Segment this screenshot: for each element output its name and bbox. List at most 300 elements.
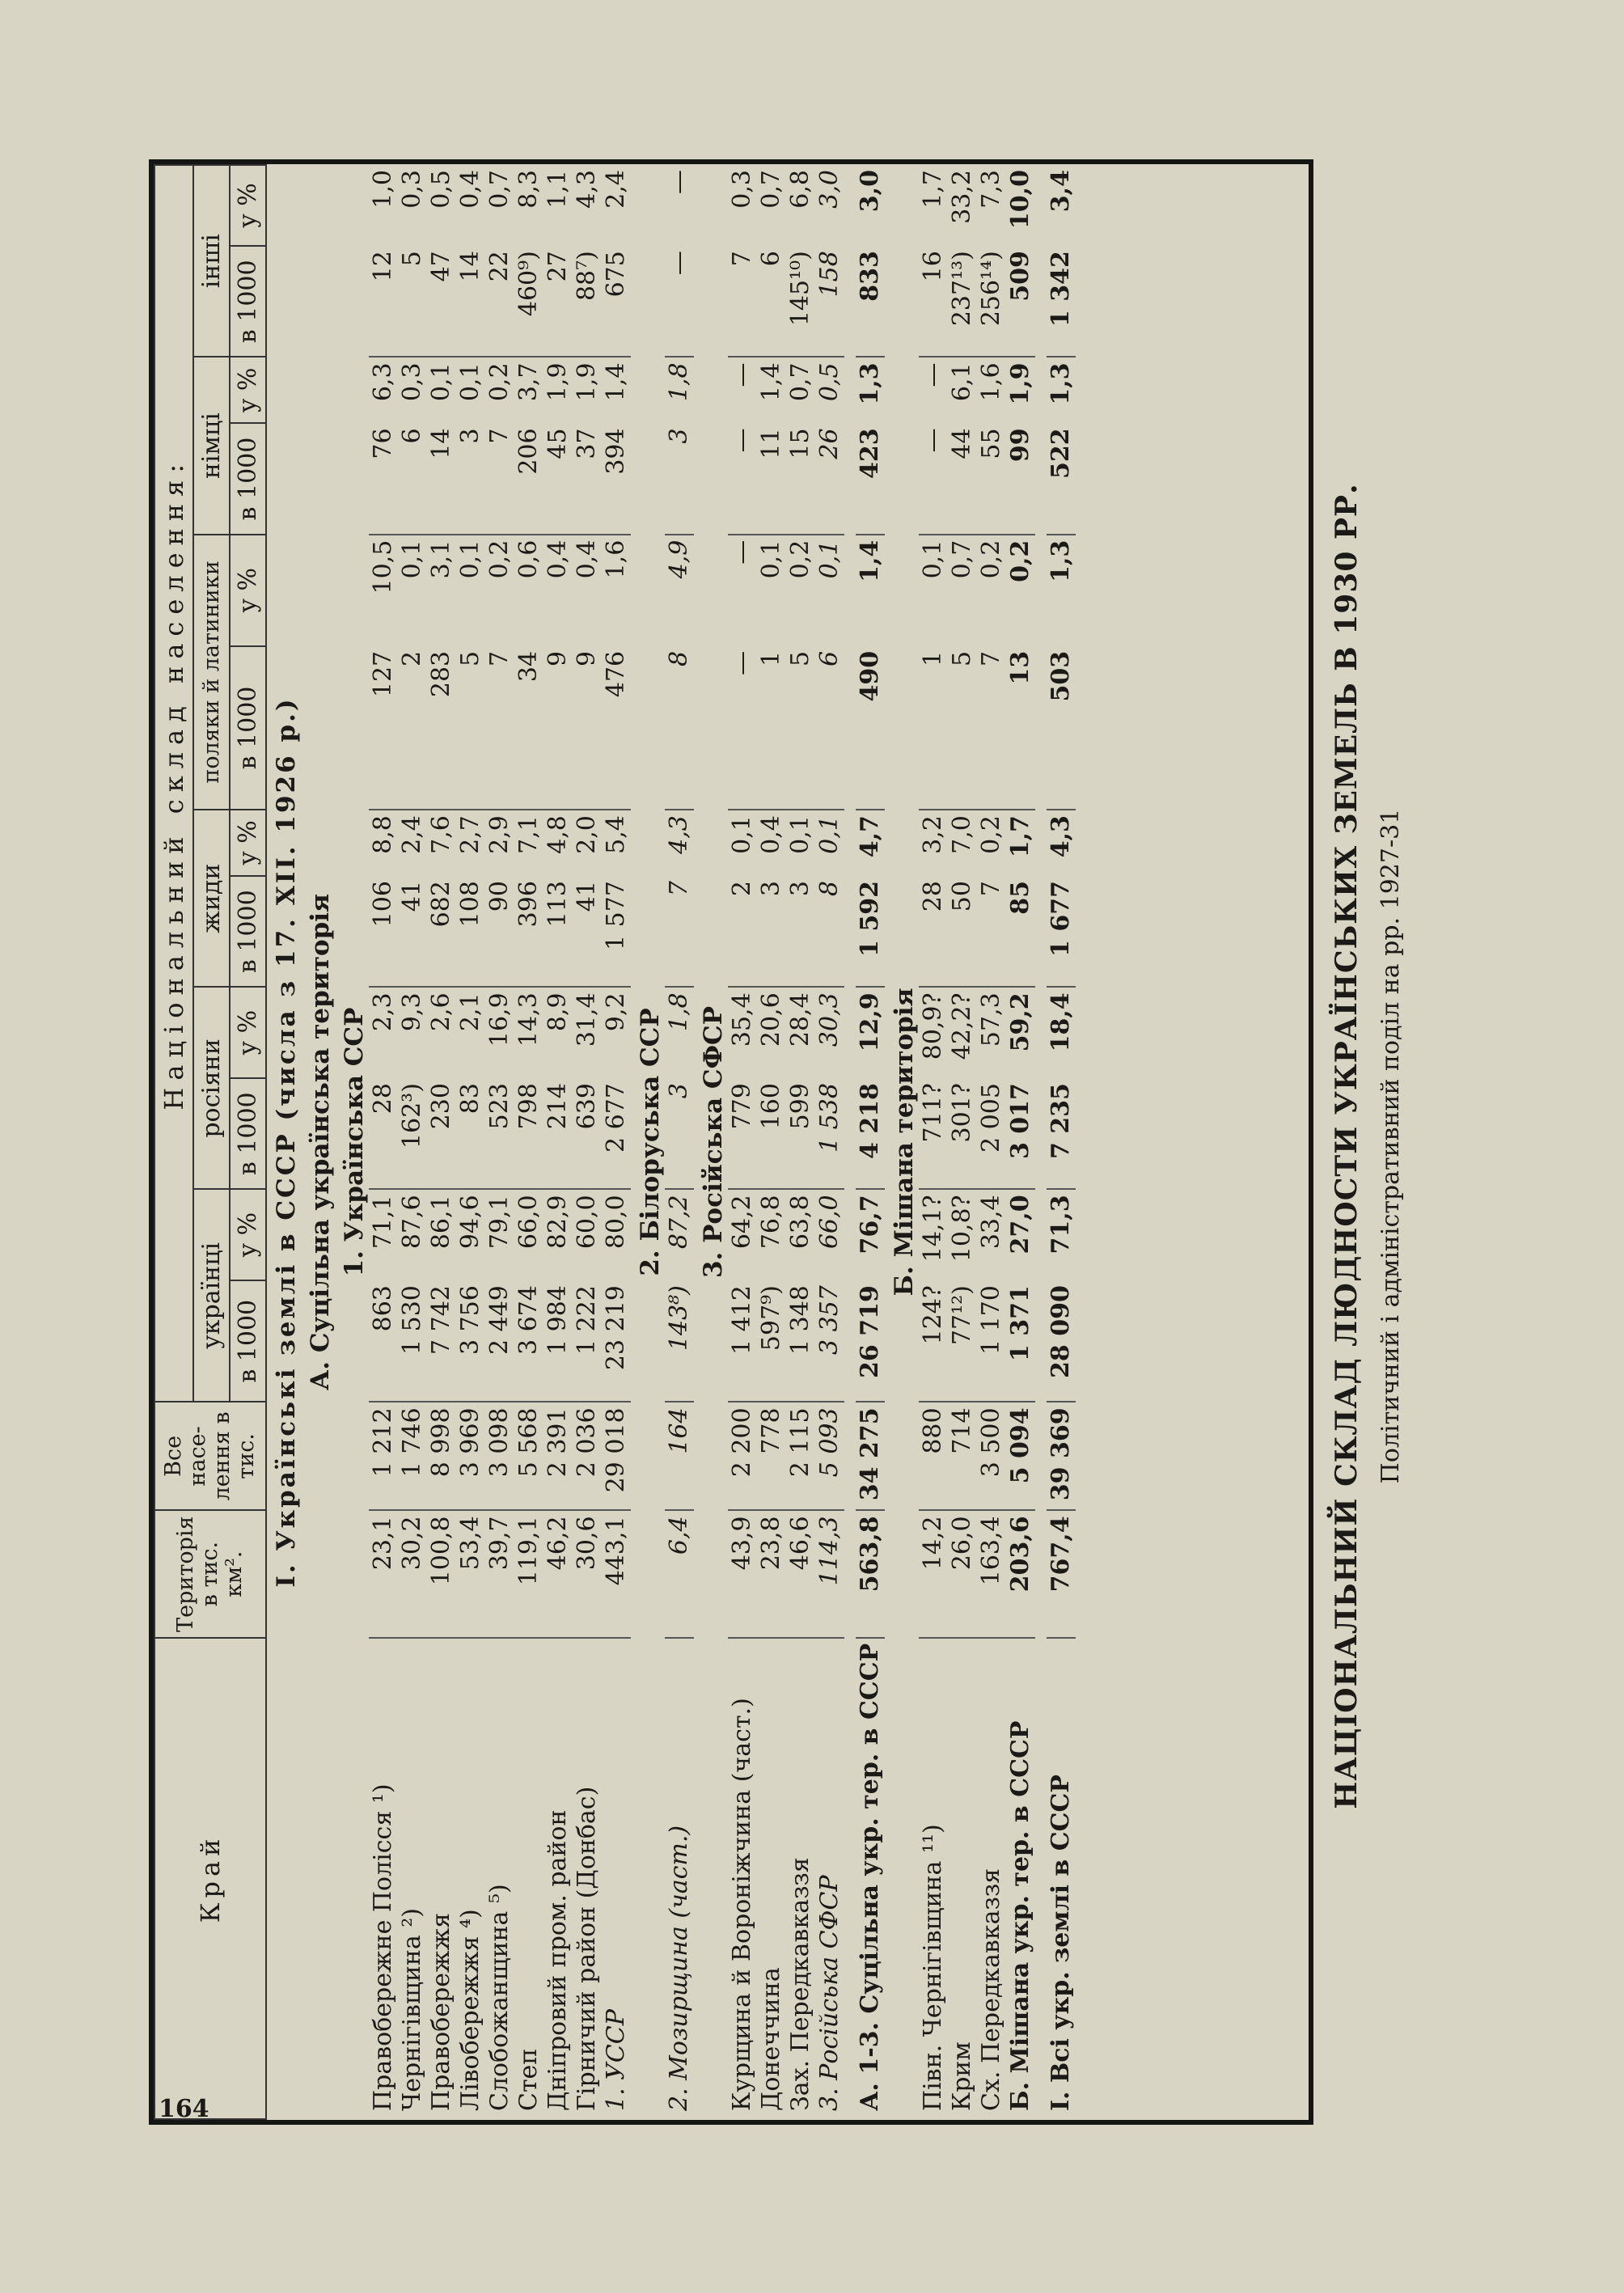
table-cell: 597⁹) — [757, 1280, 786, 1402]
table-cell: 7 — [485, 423, 514, 534]
table-cell: 0,3 — [398, 362, 426, 402]
table-cell: 108 — [456, 876, 485, 987]
table-cell: 0,1 — [757, 539, 785, 579]
table-cell: 82,9 — [543, 1195, 572, 1250]
table-cell: 2,4 — [602, 170, 630, 209]
table-cell: 76,7 — [856, 1195, 884, 1254]
table-cell: 3,2 — [919, 815, 947, 854]
table-cell: 18,4 — [1047, 992, 1075, 1052]
table-cell: 256¹⁴) — [977, 246, 1006, 357]
table-cell: 396 — [514, 876, 543, 987]
table-cell: 1 342 — [1047, 246, 1076, 357]
table-cell: 0,7 — [485, 170, 514, 209]
table-cell: 63,8 — [786, 1195, 814, 1250]
table-cell: 8 998 — [427, 1402, 456, 1510]
table-row — [485, 165, 514, 2119]
table-frame — [149, 159, 1313, 2125]
table-cell: 26 — [815, 423, 844, 534]
table-cell: 14,3 — [514, 992, 543, 1047]
table-cell: 1 — [757, 646, 786, 810]
table-cell: 4,3 — [573, 170, 601, 209]
sub-header: в 1000 — [230, 246, 266, 357]
table-cell: 39,7 — [485, 1510, 514, 1637]
table-cell: 3,1 — [427, 539, 455, 579]
table-row — [977, 165, 1006, 2119]
table-cell: 79,1 — [485, 1195, 514, 1250]
table-cell: 4,8 — [543, 815, 572, 854]
table-cell: 2,6 — [427, 992, 455, 1032]
table-cell: 3 — [786, 876, 815, 987]
table-cell: 1,9 — [573, 362, 601, 402]
table-cell: 35,4 — [728, 992, 756, 1047]
table-cell: 522 — [1047, 423, 1076, 534]
table-cell: 16,9 — [485, 992, 514, 1047]
header-ukrainians: українці — [193, 1189, 230, 1402]
table-cell: 503 — [1047, 646, 1076, 810]
table-cell: 8,9 — [543, 992, 572, 1032]
table-cell: 80,9? — [919, 992, 947, 1060]
table-cell: 1,8 — [665, 362, 693, 402]
row-label: Сх. Передкавказзя — [977, 1868, 1005, 2111]
table-cell: 3,4 — [1047, 170, 1075, 213]
table-cell: 31,4 — [573, 992, 601, 1047]
table-cell: 7,6 — [427, 815, 455, 854]
table-cell: 476 — [602, 646, 631, 810]
population-table — [154, 164, 1076, 2120]
table-cell: 5 094 — [1006, 1402, 1035, 1510]
table-cell: 3,0 — [856, 170, 884, 213]
table-cell: 23,1 — [369, 1510, 398, 1637]
table-cell: 8 — [815, 876, 844, 987]
table-cell: 2 391 — [543, 1402, 573, 1510]
table-cell: 77¹²) — [948, 1280, 977, 1402]
table-cell: 7 — [977, 646, 1006, 810]
table-cell: 0,1 — [398, 539, 426, 579]
table-cell: 3 756 — [456, 1280, 485, 1402]
table-cell: 71,1 — [369, 1195, 397, 1250]
table-cell: 26 719 — [856, 1280, 885, 1402]
table-cell: 2 036 — [573, 1402, 602, 1510]
table-cell: — — [665, 170, 693, 194]
table-cell: 88⁷) — [573, 246, 602, 357]
table-cell: 639 — [573, 1078, 602, 1189]
section-heading: I. Українські землі в СССР (числа з 17. XII. 1926 р.) — [272, 696, 301, 1588]
table-cell: 3 — [456, 423, 485, 534]
table-cell: — — [728, 423, 757, 534]
table-cell: 71,3 — [1047, 1195, 1075, 1254]
table-cell: 3 — [665, 423, 694, 534]
table-cell: 59,2 — [1006, 992, 1034, 1052]
table-cell: 83 — [456, 1078, 485, 1189]
table-cell: 1 538 — [815, 1078, 844, 1189]
table-cell: 1,9 — [1006, 362, 1034, 405]
table-cell: 7 — [977, 876, 1006, 987]
table-cell: 8,3 — [514, 170, 543, 209]
table-cell: 46,2 — [543, 1510, 573, 1637]
table-cell: 60,0 — [573, 1195, 601, 1250]
header-germans: німці — [193, 357, 230, 534]
table-cell: — — [728, 646, 757, 810]
table-cell: 4,3 — [665, 815, 693, 854]
row-label: Курщина й Вороніжчина (част.) — [728, 1698, 756, 2111]
header-russians: росіяни — [193, 987, 230, 1189]
table-cell: 5 — [786, 646, 815, 810]
table-cell: 39 369 — [1047, 1402, 1076, 1510]
table-cell: 3 098 — [485, 1402, 514, 1510]
table-cell: 57,3 — [977, 992, 1005, 1047]
sub-header: у % — [230, 1189, 266, 1280]
section-heading: 3. Російська СФСР — [699, 1005, 728, 1279]
table-cell: 64,2 — [728, 1195, 756, 1250]
table-cell: 0,3 — [398, 170, 426, 209]
table-cell: 833 — [856, 246, 885, 357]
table-cell: 6,1 — [948, 362, 976, 402]
table-cell: 779 — [728, 1078, 757, 1189]
row-label: Крим — [948, 2041, 976, 2111]
table-cell: 0,4 — [456, 170, 484, 209]
table-cell: 2,1 — [456, 992, 484, 1032]
row-label: Гірничий район (Донбас) — [573, 1786, 601, 2111]
row-label: Слобожанщина ⁵) — [485, 1884, 514, 2111]
table-cell: 0,6 — [514, 539, 543, 579]
table-cell: 0,4 — [573, 539, 601, 579]
table-cell: 106 — [369, 876, 398, 987]
table-cell: 43,9 — [728, 1510, 757, 1637]
table-cell: 6,3 — [369, 362, 397, 402]
table-cell: 94,6 — [456, 1195, 484, 1250]
table-row-grand-total — [1047, 165, 1076, 2119]
table-cell: 675 — [602, 246, 631, 357]
table-cell: 85 — [1006, 876, 1035, 987]
table-cell: 1,3 — [1047, 539, 1075, 582]
table-cell: 523 — [485, 1078, 514, 1189]
table-cell: 0,2 — [977, 815, 1005, 854]
sub-header: у % — [230, 535, 266, 646]
table-cell: 6 — [757, 246, 786, 357]
row-label: Правобережне Полісся ¹) — [369, 1783, 397, 2111]
table-cell: 214 — [543, 1078, 573, 1189]
table-cell: 2 — [728, 876, 757, 987]
table-cell: — — [728, 539, 756, 565]
table-cell: 113 — [543, 876, 573, 987]
table-cell: 0,1 — [786, 815, 814, 854]
table-cell: 14,1? — [919, 1195, 947, 1263]
table-cell: 6 — [815, 646, 844, 810]
table-cell: 1,3 — [856, 362, 884, 405]
table-cell: 86,1 — [427, 1195, 455, 1250]
sub-header: в 1000 — [230, 646, 266, 810]
sub-header: в 1000 — [230, 1078, 266, 1189]
table-row — [728, 165, 757, 2119]
table-cell: 203,6 — [1006, 1510, 1035, 1637]
table-cell: 6 — [398, 423, 427, 534]
table-cell: 0,4 — [543, 539, 572, 579]
table-cell: 80,0 — [602, 1195, 630, 1250]
table-cell: 1,8 — [665, 992, 693, 1032]
table-cell: 1 530 — [398, 1280, 427, 1402]
table-cell: 1 212 — [369, 1402, 398, 1510]
table-row — [919, 165, 948, 2119]
rotated-page — [84, 46, 1540, 2246]
table-cell: 26,0 — [948, 1510, 977, 1637]
table-cell: 1 746 — [398, 1402, 427, 1510]
table-cell: 29 018 — [602, 1402, 631, 1510]
table-cell: 1,1 — [543, 170, 572, 209]
table-cell: 283 — [427, 646, 456, 810]
table-cell: 0,1 — [919, 539, 947, 579]
table-cell: 711? — [919, 1078, 948, 1189]
table-cell: 30,3 — [815, 992, 844, 1047]
table-row — [665, 165, 694, 2119]
table-cell: 4,3 — [1047, 815, 1075, 858]
table-cell: 28 — [369, 1078, 398, 1189]
table-cell: 2 — [398, 646, 427, 810]
sub-header: у % — [230, 987, 266, 1078]
table-cell: 127 — [369, 646, 398, 810]
row-label: Донеччина — [757, 1967, 785, 2111]
table-cell: 490 — [856, 646, 885, 810]
table-row — [948, 165, 977, 2119]
table-cell: 33,2 — [948, 170, 976, 224]
table-cell: 460⁹) — [514, 246, 543, 357]
sub-header: у % — [230, 165, 266, 246]
header-national: Національний склад населення: — [154, 165, 193, 1402]
table-cell: 0,5 — [815, 362, 844, 402]
row-label: Правобережжя — [427, 1912, 455, 2111]
table-row-total — [856, 165, 885, 2119]
table-row — [427, 165, 456, 2119]
table-cell: 100,8 — [427, 1510, 456, 1637]
table-cell: 1 348 — [786, 1280, 815, 1402]
table-cell: 7 — [485, 646, 514, 810]
table-cell: 2 200 — [728, 1402, 757, 1510]
table-row — [543, 165, 573, 2119]
table-cell: 1,0 — [369, 170, 397, 209]
table-cell: 27,0 — [1006, 1195, 1034, 1254]
header-others: інші — [193, 165, 230, 357]
table-cell: 767,4 — [1047, 1510, 1076, 1637]
table-row — [456, 165, 485, 2119]
table-cell: 5 568 — [514, 1402, 543, 1510]
table-cell: 42,2? — [948, 992, 976, 1060]
table-cell: 0,7 — [948, 539, 976, 579]
row-label: Дніпровий пром. район — [543, 1809, 572, 2111]
sub-header: в 1000 — [230, 1280, 266, 1402]
table-row — [398, 165, 427, 2119]
table-cell: 0,1 — [456, 539, 484, 579]
table-cell: 66,0 — [815, 1195, 844, 1250]
table-cell: 1 577 — [602, 876, 631, 987]
table-cell: 9,3 — [398, 992, 426, 1032]
table-cell: 7 — [665, 876, 694, 987]
table-row — [602, 165, 631, 2119]
table-cell: 1,4 — [602, 362, 630, 402]
table-cell: 2 449 — [485, 1280, 514, 1402]
row-label: 1. УССР — [602, 2009, 630, 2111]
table-cell: 798 — [514, 1078, 543, 1189]
table-cell: 10,8? — [948, 1195, 976, 1263]
table-cell: — — [665, 246, 694, 357]
table-row — [573, 165, 602, 2119]
table-cell: 41 — [398, 876, 427, 987]
table-cell: 7,0 — [948, 815, 976, 854]
table-cell: 28 090 — [1047, 1280, 1076, 1402]
table-cell: 509 — [1006, 246, 1035, 357]
table-cell: 5 — [398, 246, 427, 357]
table-cell: 0,2 — [485, 539, 514, 579]
table-cell: 7 — [728, 246, 757, 357]
table-cell: 87,2 — [665, 1195, 693, 1250]
header-jews: жиди — [193, 810, 230, 987]
table-cell: 12 — [369, 246, 398, 357]
table-row — [369, 165, 398, 2119]
table-cell: 3,7 — [514, 362, 543, 402]
table-cell: 301? — [948, 1078, 977, 1189]
page-title: НАЦІОНАЛЬНИЙ СКЛАД ЛЮДНОСТИ УКРАЇНСЬКИХ ЗЕМЕЛЬ В 1930 РР. — [1330, 483, 1364, 1809]
table-cell: 8,8 — [369, 815, 397, 854]
row-label: Чернігівщина ²) — [398, 1908, 426, 2111]
table-cell: 778 — [757, 1402, 786, 1510]
table-cell: 37 — [573, 423, 602, 534]
table-cell: 90 — [485, 876, 514, 987]
table-cell: 1 170 — [977, 1280, 1006, 1402]
table-cell: 1 — [919, 646, 948, 810]
table-cell: 46,6 — [786, 1510, 815, 1637]
table-cell: 34 — [514, 646, 543, 810]
table-cell: 5 — [948, 646, 977, 810]
table-cell: 76 — [369, 423, 398, 534]
table-cell: 66,0 — [514, 1195, 543, 1250]
table-cell: 3 — [757, 876, 786, 987]
row-label: Лівобережжя ⁴) — [456, 1909, 484, 2111]
table-cell: 0,1 — [815, 539, 844, 579]
table-cell: 0,7 — [757, 170, 785, 209]
table-cell: 6,8 — [786, 170, 814, 209]
table-cell: 143⁸) — [665, 1280, 694, 1402]
row-label: Зах. Передкавказзя — [786, 1857, 814, 2111]
table-cell: 28,4 — [786, 992, 814, 1047]
table-cell: 1,7 — [919, 170, 947, 209]
table-cell: 5,4 — [602, 815, 630, 854]
table-cell: 1,4 — [757, 362, 785, 402]
table-cell: 0,2 — [1006, 539, 1034, 582]
table-cell: 28 — [919, 876, 948, 987]
table-cell: 1,6 — [977, 362, 1005, 402]
table-cell: 22 — [485, 246, 514, 357]
table-cell: 714 — [948, 1402, 977, 1510]
table-cell: 863 — [369, 1280, 398, 1402]
table-cell: 2,7 — [456, 815, 484, 854]
sub-header: в 1000 — [230, 423, 266, 534]
section-heading: Б. Мішана територія — [890, 988, 919, 1297]
table-cell: 599 — [786, 1078, 815, 1189]
table-cell: 0,2 — [786, 539, 814, 579]
table-cell: 7 742 — [427, 1280, 456, 1402]
table-row — [514, 165, 543, 2119]
table-cell: 3 500 — [977, 1402, 1006, 1510]
table-cell: 3,0 — [815, 170, 844, 209]
table-cell: 15 — [786, 423, 815, 534]
table-cell: 1 222 — [573, 1280, 602, 1402]
table-cell: 5 093 — [815, 1402, 844, 1510]
table-cell: 5 — [456, 646, 485, 810]
table-cell: 33,4 — [977, 1195, 1005, 1250]
row-label: Б. Мішана укр. тер. в СССР — [1006, 1720, 1034, 2111]
table-cell: 2 005 — [977, 1078, 1006, 1189]
header-poles: поляки й латиники — [193, 535, 230, 810]
table-cell: 443,1 — [602, 1510, 631, 1637]
table-cell: 14 — [427, 423, 456, 534]
table-cell: 0,1 — [456, 362, 484, 402]
table-cell: 41 — [573, 876, 602, 987]
table-cell: 8 — [665, 646, 694, 810]
table-cell: 2 115 — [786, 1402, 815, 1510]
table-cell: 206 — [514, 423, 543, 534]
table-cell: 0,3 — [728, 170, 756, 209]
table-row — [786, 165, 815, 2119]
table-cell: 50 — [948, 876, 977, 987]
table-cell: 880 — [919, 1402, 948, 1510]
table-cell: 1,7 — [1006, 815, 1034, 858]
table-cell: 2,9 — [485, 815, 514, 854]
table-cell: 3 — [665, 1078, 694, 1189]
table-cell: 423 — [856, 423, 885, 534]
table-cell: 0,2 — [485, 362, 514, 402]
table-cell: 9,2 — [602, 992, 630, 1032]
table-cell: 3 357 — [815, 1280, 844, 1402]
table-cell: 2 677 — [602, 1078, 631, 1189]
sub-header: в 1000 — [230, 876, 266, 987]
table-cell: 237¹³) — [948, 246, 977, 357]
table-cell: 55 — [977, 423, 1006, 534]
table-cell: 1 371 — [1006, 1280, 1035, 1402]
table-cell: 0,1 — [815, 815, 844, 854]
table-cell: 11 — [757, 423, 786, 534]
table-cell: 2,4 — [398, 815, 426, 854]
table-cell: 119,1 — [514, 1510, 543, 1637]
sub-header: у % — [230, 357, 266, 423]
table-cell: 12,9 — [856, 992, 884, 1052]
table-cell: 1 592 — [856, 876, 885, 987]
row-label: А. 1-3. Суцільна укр. тер. в СССР — [856, 1643, 884, 2111]
table-cell: 394 — [602, 423, 631, 534]
table-cell: 16 — [919, 246, 948, 357]
table-cell: 76,8 — [757, 1195, 785, 1250]
table-cell: 0,2 — [977, 539, 1005, 579]
table-cell: 45 — [543, 423, 573, 534]
table-row — [815, 165, 844, 2119]
table-cell: 160 — [757, 1078, 786, 1189]
table-cell: 14 — [456, 246, 485, 357]
table-cell: 162³) — [398, 1078, 427, 1189]
section-heading: А. Суцільна українська територія — [306, 894, 335, 1390]
table-cell: 3 969 — [456, 1402, 485, 1510]
table-cell: 23 219 — [602, 1280, 631, 1402]
table-cell: 4,7 — [856, 815, 884, 858]
table-cell: 14,2 — [919, 1510, 948, 1637]
table-cell: 99 — [1006, 423, 1035, 534]
table-cell: 7,3 — [977, 170, 1005, 209]
table-cell: 13 — [1006, 646, 1035, 810]
table-cell: 1,6 — [602, 539, 630, 579]
section-heading: 1. Українська ССР — [340, 1007, 369, 1277]
header-country: Край — [154, 1638, 266, 2119]
table-cell: 53,4 — [456, 1510, 485, 1637]
table-cell: 30,6 — [573, 1510, 602, 1637]
table-cell: 3 017 — [1006, 1078, 1035, 1189]
header-population: Все насе-лення в тис. — [154, 1402, 266, 1510]
table-cell: 2,0 — [573, 815, 601, 854]
